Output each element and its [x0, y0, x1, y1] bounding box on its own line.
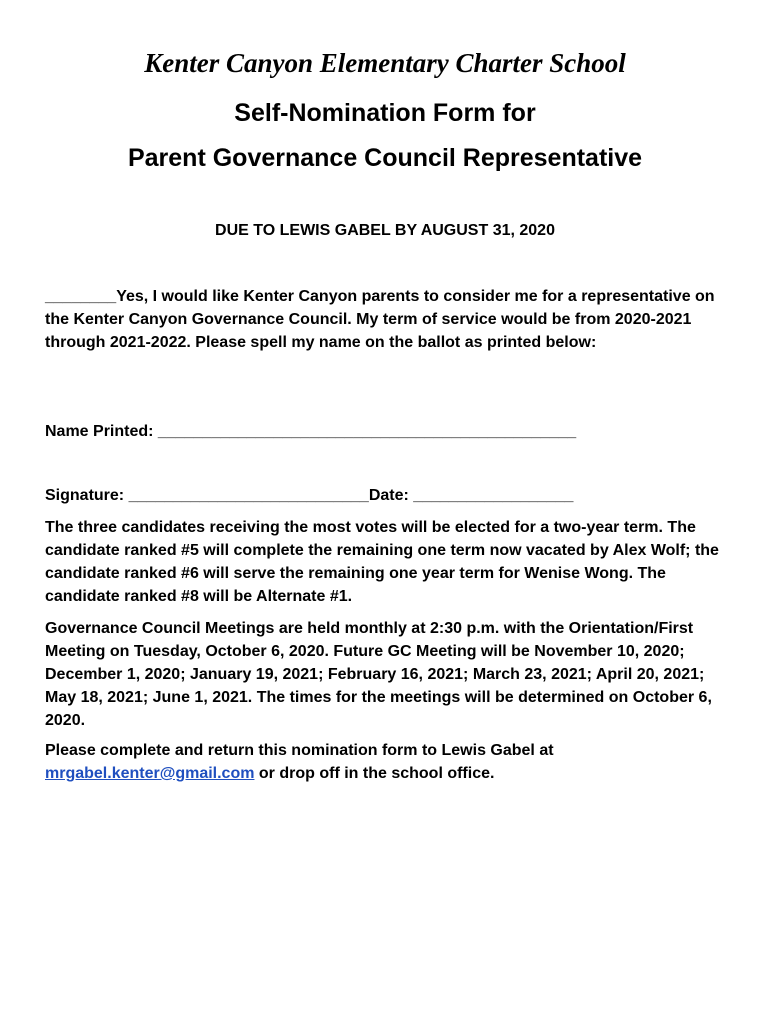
- name-printed-field[interactable]: _______________________________________________: [157, 423, 577, 440]
- form-title-line2: Parent Governance Council Representative: [127, 144, 643, 172]
- school-name: Kenter Canyon Elementary Charter School: [144, 48, 626, 78]
- intro-text: Yes, I would like Kenter Canyon parents to consider me for a representative on the Kenter Canyon Governance Council. My term of service would be from 2020-2021 through 2021-2022. Please spell my name on the ballot as printed below:: [45, 288, 715, 351]
- name-printed-line: [45, 420, 735, 443]
- date-field[interactable]: __________________: [413, 487, 574, 504]
- email-link[interactable]: mrgabel.kenter@gmail.com: [45, 765, 255, 782]
- due-notice: DUE TO LEWIS GABEL BY AUGUST 31, 2020: [215, 222, 555, 239]
- return-instructions-paragraph: [45, 739, 735, 785]
- meetings-paragraph: Governance Council Meetings are held monthly at 2:30 p.m. with the Orientation/First Meeting on Tuesday, October 6, 2020. Future GC Meeting will be November 10, 2020; December 1, 2020; January 19, 2021; February 16, 2021; March 23, 2021; April 20, 2021; May 18, 2021; June 1, 2021. The times for the meetings will be determined on October 6, 2020.: [45, 620, 712, 729]
- name-printed-label: Name Printed:: [45, 423, 158, 440]
- intro-checkbox-blank[interactable]: ________: [45, 288, 117, 305]
- signature-field[interactable]: ___________________________: [128, 487, 369, 504]
- return-text-after: or drop off in the school office.: [254, 765, 495, 782]
- signature-label: Signature:: [45, 487, 129, 504]
- return-text-before: Please complete and return this nomination form to Lewis Gabel at: [45, 742, 554, 759]
- signature-date-line: [45, 484, 735, 507]
- candidates-paragraph: The three candidates receiving the most votes will be elected for a two-year term. The candidate ranked #5 will complete the remaining one term now vacated by Alex Wolf; the candidate ranked #6 will serve the remaining one year term for Wenise Wong. The candidate ranked #8 will be Alternate #1.: [45, 519, 719, 605]
- date-label: Date:: [368, 487, 414, 504]
- form-title-line1: Self-Nomination Form for: [234, 99, 536, 127]
- intro-paragraph: [45, 285, 735, 354]
